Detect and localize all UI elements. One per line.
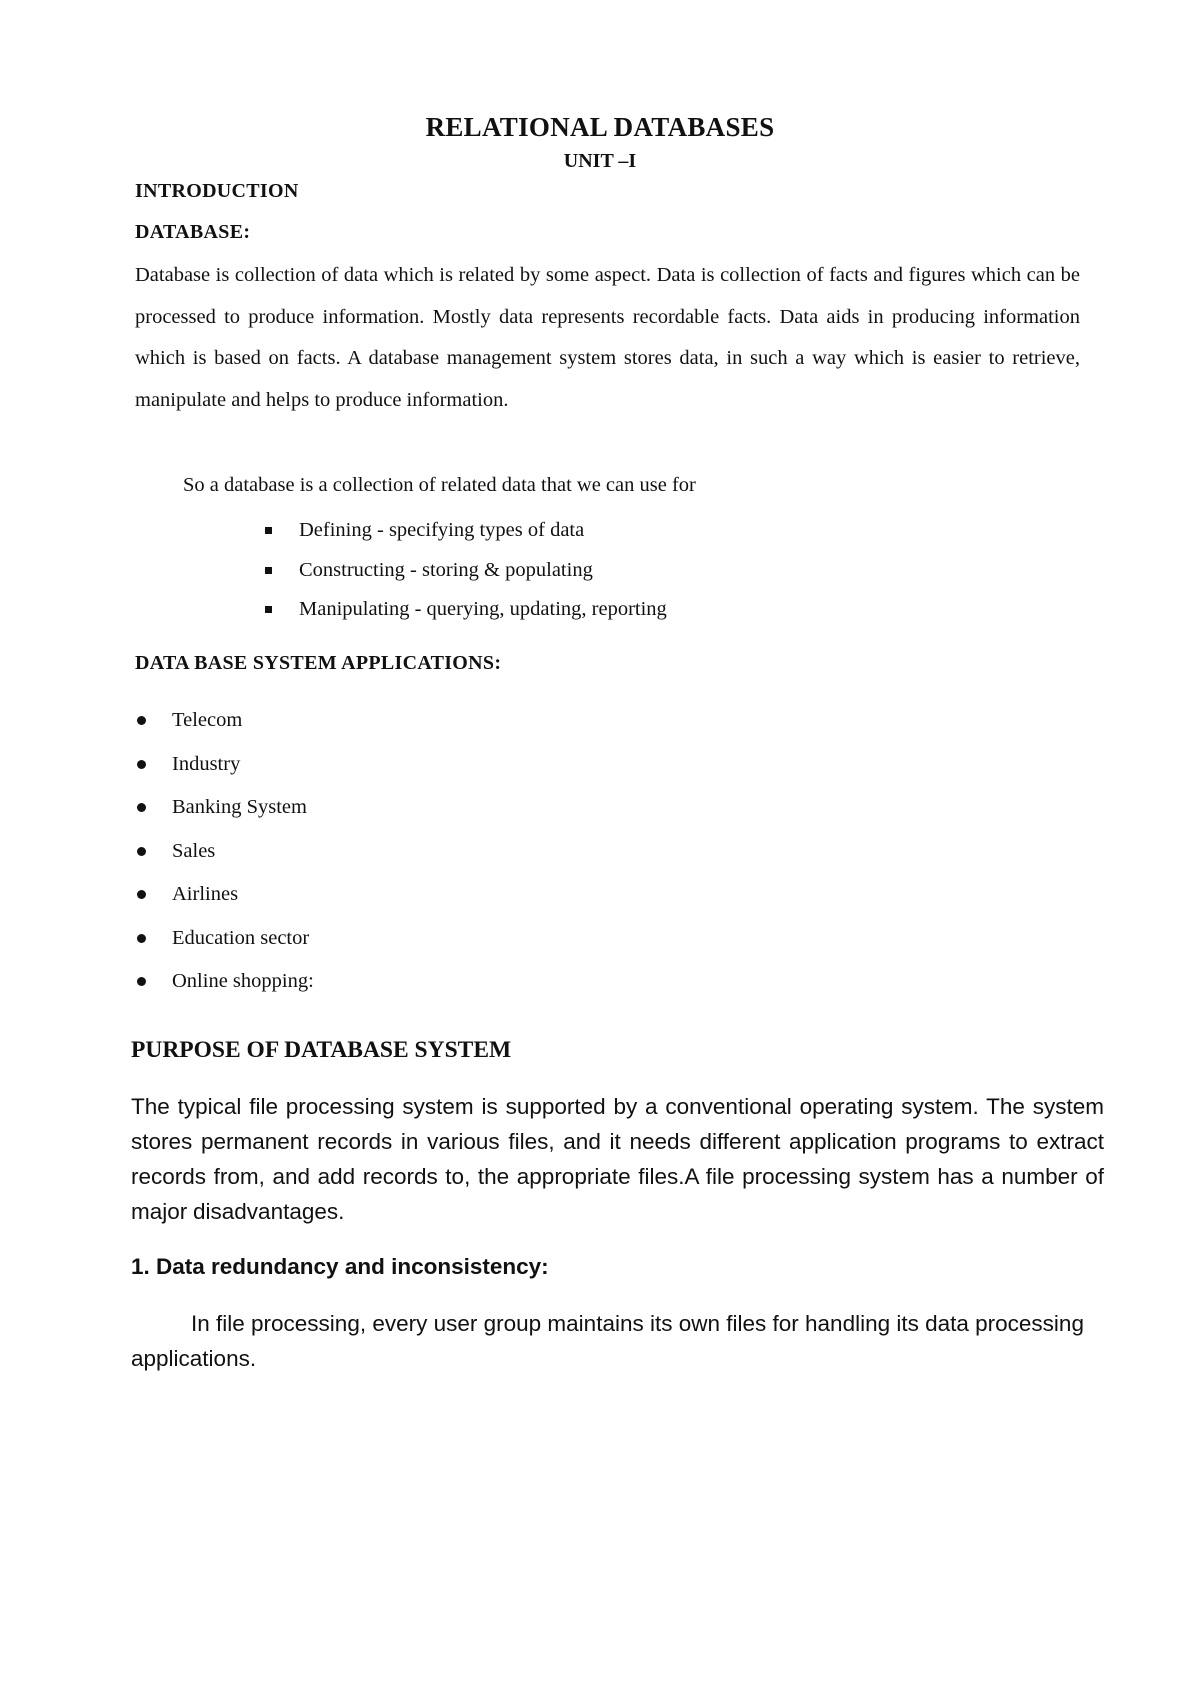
- applications-heading: DATA BASE SYSTEM APPLICATIONS:: [135, 652, 502, 674]
- database-heading: DATABASE:: [135, 221, 251, 243]
- applications-list: [137, 708, 314, 1013]
- list-item: Sales: [137, 839, 314, 883]
- purpose-heading: PURPOSE OF DATABASE SYSTEM: [131, 1037, 512, 1063]
- square-bullet-icon: [265, 567, 272, 574]
- round-bullet-icon: [137, 934, 146, 943]
- point1-heading: 1. Data redundancy and inconsistency:: [131, 1254, 549, 1279]
- square-bullet-icon: [265, 527, 272, 534]
- list-item: Online shopping:: [137, 969, 314, 1013]
- unit-label: UNIT –I: [563, 150, 637, 172]
- purpose-paragraph: The typical file processing system is supported by a conventional operating system. The system stores permanent records in various files, and it needs different application programs to extract records from, and add records to, the appropriate files.A file processing system has a number of major disadvantages.: [131, 1094, 1104, 1224]
- list-item: Education sector: [137, 926, 314, 970]
- round-bullet-icon: [137, 716, 146, 725]
- list-item: Industry: [137, 752, 314, 796]
- list-item: Banking System: [137, 795, 314, 839]
- round-bullet-icon: [137, 977, 146, 986]
- database-paragraph: Database is collection of data which is related by some aspect. Data is collection of facts and figures which can be processed to produce information. Mostly data represents recordable facts. Data aids in producing information which is based on facts. A database management system stores data, in such a way which is easier to retrieve, manipulate and helps to produce information.: [135, 264, 1080, 411]
- list-item: Telecom: [137, 708, 314, 752]
- usage-list: [265, 518, 667, 637]
- usage-intro: So a database is a collection of related data that we can use for: [183, 474, 696, 496]
- square-bullet-icon: [265, 606, 272, 613]
- point1-paragraph: In file processing, every user group maintains its own files for handling its data processing applications.: [131, 1311, 1084, 1371]
- round-bullet-icon: [137, 760, 146, 769]
- list-item: Constructing - storing & populating: [265, 558, 667, 598]
- round-bullet-icon: [137, 890, 146, 899]
- list-item: Defining - specifying types of data: [265, 518, 667, 558]
- round-bullet-icon: [137, 803, 146, 812]
- document-title: RELATIONAL DATABASES: [425, 112, 775, 142]
- list-item: Airlines: [137, 882, 314, 926]
- round-bullet-icon: [137, 847, 146, 856]
- introduction-heading: INTRODUCTION: [135, 180, 299, 202]
- list-item: Manipulating - querying, updating, reporting: [265, 597, 667, 637]
